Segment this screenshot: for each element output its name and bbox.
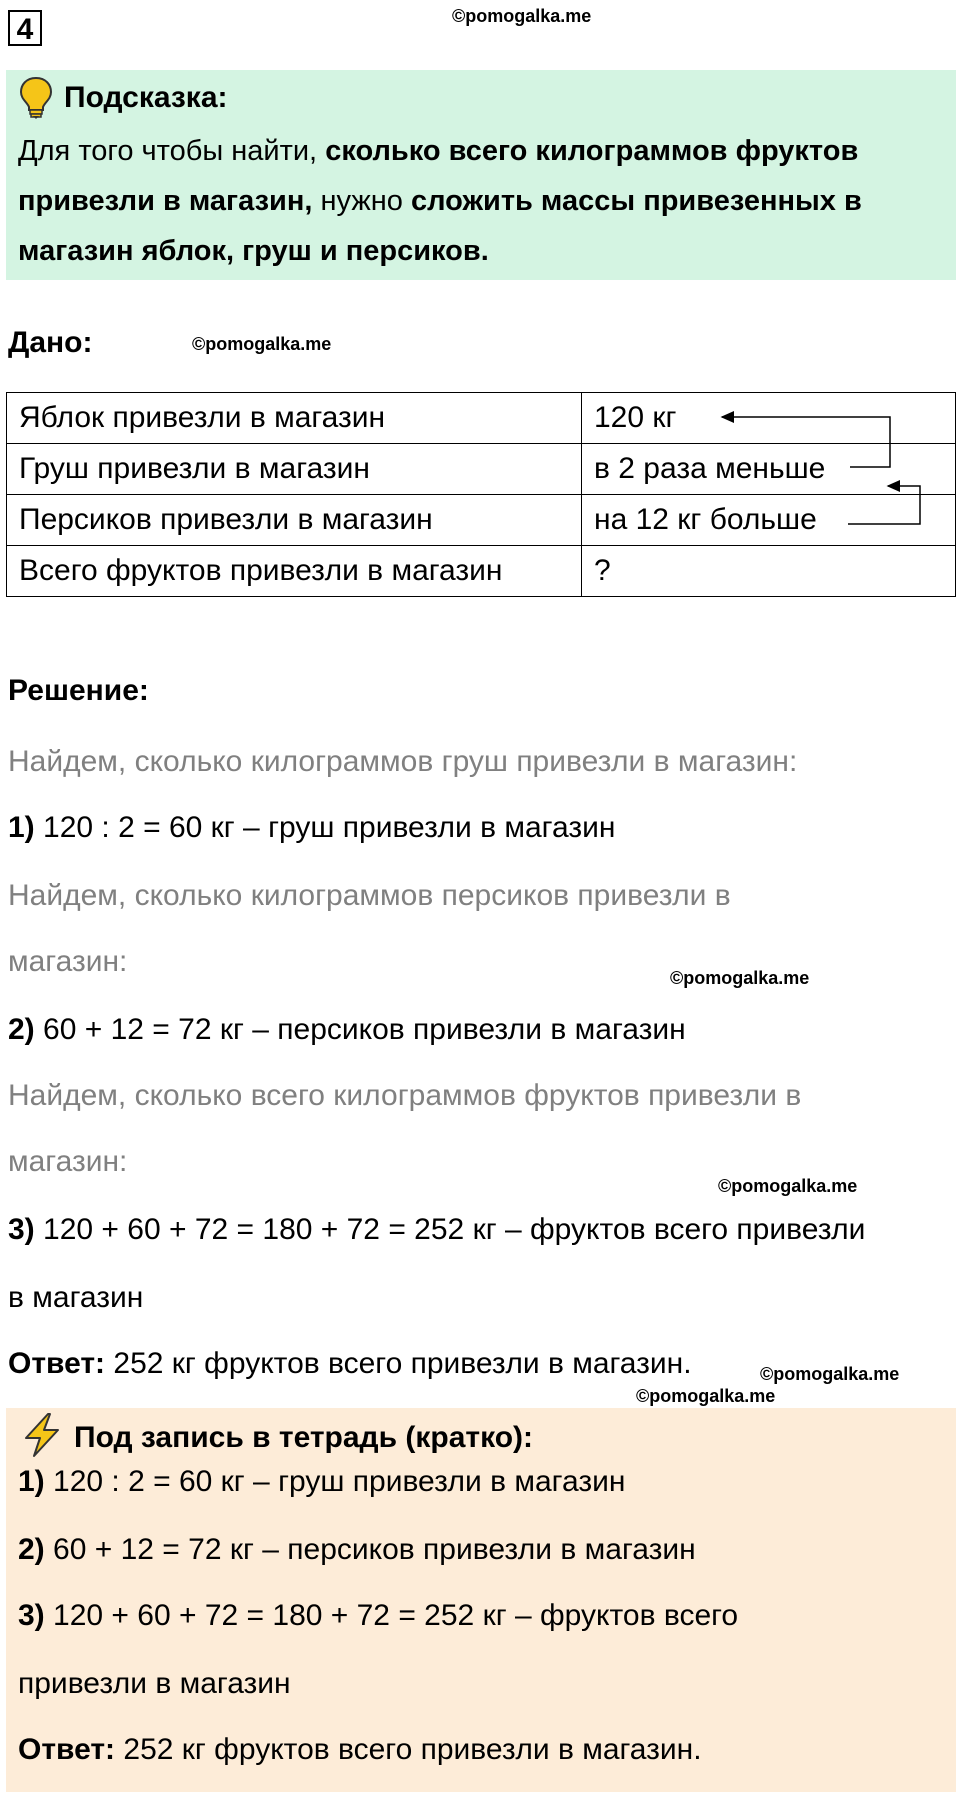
- notebook-step-1: [18, 1462, 625, 1502]
- step-1: [8, 808, 615, 848]
- step-text: 120 + 60 + 72 = 180 + 72 = 252 кг – фруктов всего: [44, 1599, 739, 1632]
- hint-text-part: Для того чтобы найти,: [18, 135, 326, 167]
- step-text: 120 + 60 + 72 = 180 + 72 = 252 кг – фруктов всего привезли: [34, 1213, 866, 1246]
- notebook-step-2: [18, 1530, 696, 1570]
- row-value: в 2 раза меньше: [582, 444, 956, 495]
- answer-label: Ответ:: [8, 1347, 106, 1380]
- find-step-2b: магазин:: [8, 945, 128, 978]
- step-number: 2): [18, 1533, 45, 1566]
- step-text: 60 + 12 = 72 кг – персиков привезли в магазин: [34, 1013, 686, 1046]
- hint-text-bold: сколько всего килограммов фруктов привезли в магазин,: [18, 135, 859, 217]
- step-3a: [8, 1210, 865, 1250]
- step-number: 1): [18, 1465, 45, 1498]
- given-label: Дано:: [8, 326, 93, 359]
- row-value: на 12 кг больше: [582, 495, 956, 546]
- answer-label: Ответ:: [18, 1733, 116, 1766]
- step-3b: в магазин: [8, 1281, 144, 1314]
- step-text: 120 : 2 = 60 кг – груш привезли в магазин: [44, 1465, 626, 1498]
- find-step-1: Найдем, сколько килограммов груш привезли в магазин:: [8, 745, 798, 778]
- row-value: 120 кг: [582, 393, 956, 444]
- watermark: ©pomogalka.me: [452, 6, 592, 26]
- step-number: 3): [18, 1599, 45, 1632]
- watermark: ©pomogalka.me: [670, 968, 810, 988]
- row-name: Персиков привезли в магазин: [7, 495, 582, 546]
- lightning-icon: [20, 1412, 64, 1463]
- hint-text-part: нужно: [312, 185, 411, 217]
- row-name: Яблок привезли в магазин: [7, 393, 582, 444]
- notebook-title: Под запись в тетрадь (кратко):: [74, 1421, 534, 1454]
- watermark: ©pomogalka.me: [718, 1176, 858, 1196]
- answer-text: 252 кг фруктов всего привезли в магазин.: [115, 1733, 702, 1766]
- step-number: 2): [8, 1013, 35, 1046]
- find-step-2a: Найдем, сколько килограммов персиков привезли в: [8, 879, 731, 912]
- notebook-answer: [18, 1730, 702, 1770]
- hint-text-bold: сложить массы привезенных в магазин яблок, груш и персиков.: [18, 185, 862, 267]
- watermark: ©pomogalka.me: [636, 1386, 776, 1406]
- solution-label: Решение:: [8, 674, 149, 707]
- watermark: ©pomogalka.me: [760, 1364, 900, 1384]
- row-name: Груш привезли в магазин: [7, 444, 582, 495]
- row-value: ?: [582, 546, 956, 597]
- notebook-step-3b: привезли в магазин: [18, 1667, 291, 1700]
- answer-text: 252 кг фруктов всего привезли в магазин.: [105, 1347, 692, 1380]
- find-step-3a: Найдем, сколько всего килограммов фруктов привезли в: [8, 1079, 802, 1112]
- row-name: Всего фруктов привезли в магазин: [7, 546, 582, 597]
- relation-arrows: [0, 0, 960, 560]
- watermark: ©pomogalka.me: [192, 334, 332, 354]
- answer: [8, 1344, 692, 1384]
- step-number: 3): [8, 1213, 35, 1246]
- step-number: 1): [8, 811, 35, 844]
- task-number: 4: [8, 10, 42, 46]
- step-text: 60 + 12 = 72 кг – персиков привезли в магазин: [44, 1533, 696, 1566]
- hint-title: Подсказка:: [64, 81, 228, 114]
- notebook-step-3a: [18, 1596, 738, 1636]
- step-text: 120 : 2 = 60 кг – груш привезли в магазин: [34, 811, 616, 844]
- find-step-3b: магазин:: [8, 1145, 128, 1178]
- step-2: [8, 1010, 686, 1050]
